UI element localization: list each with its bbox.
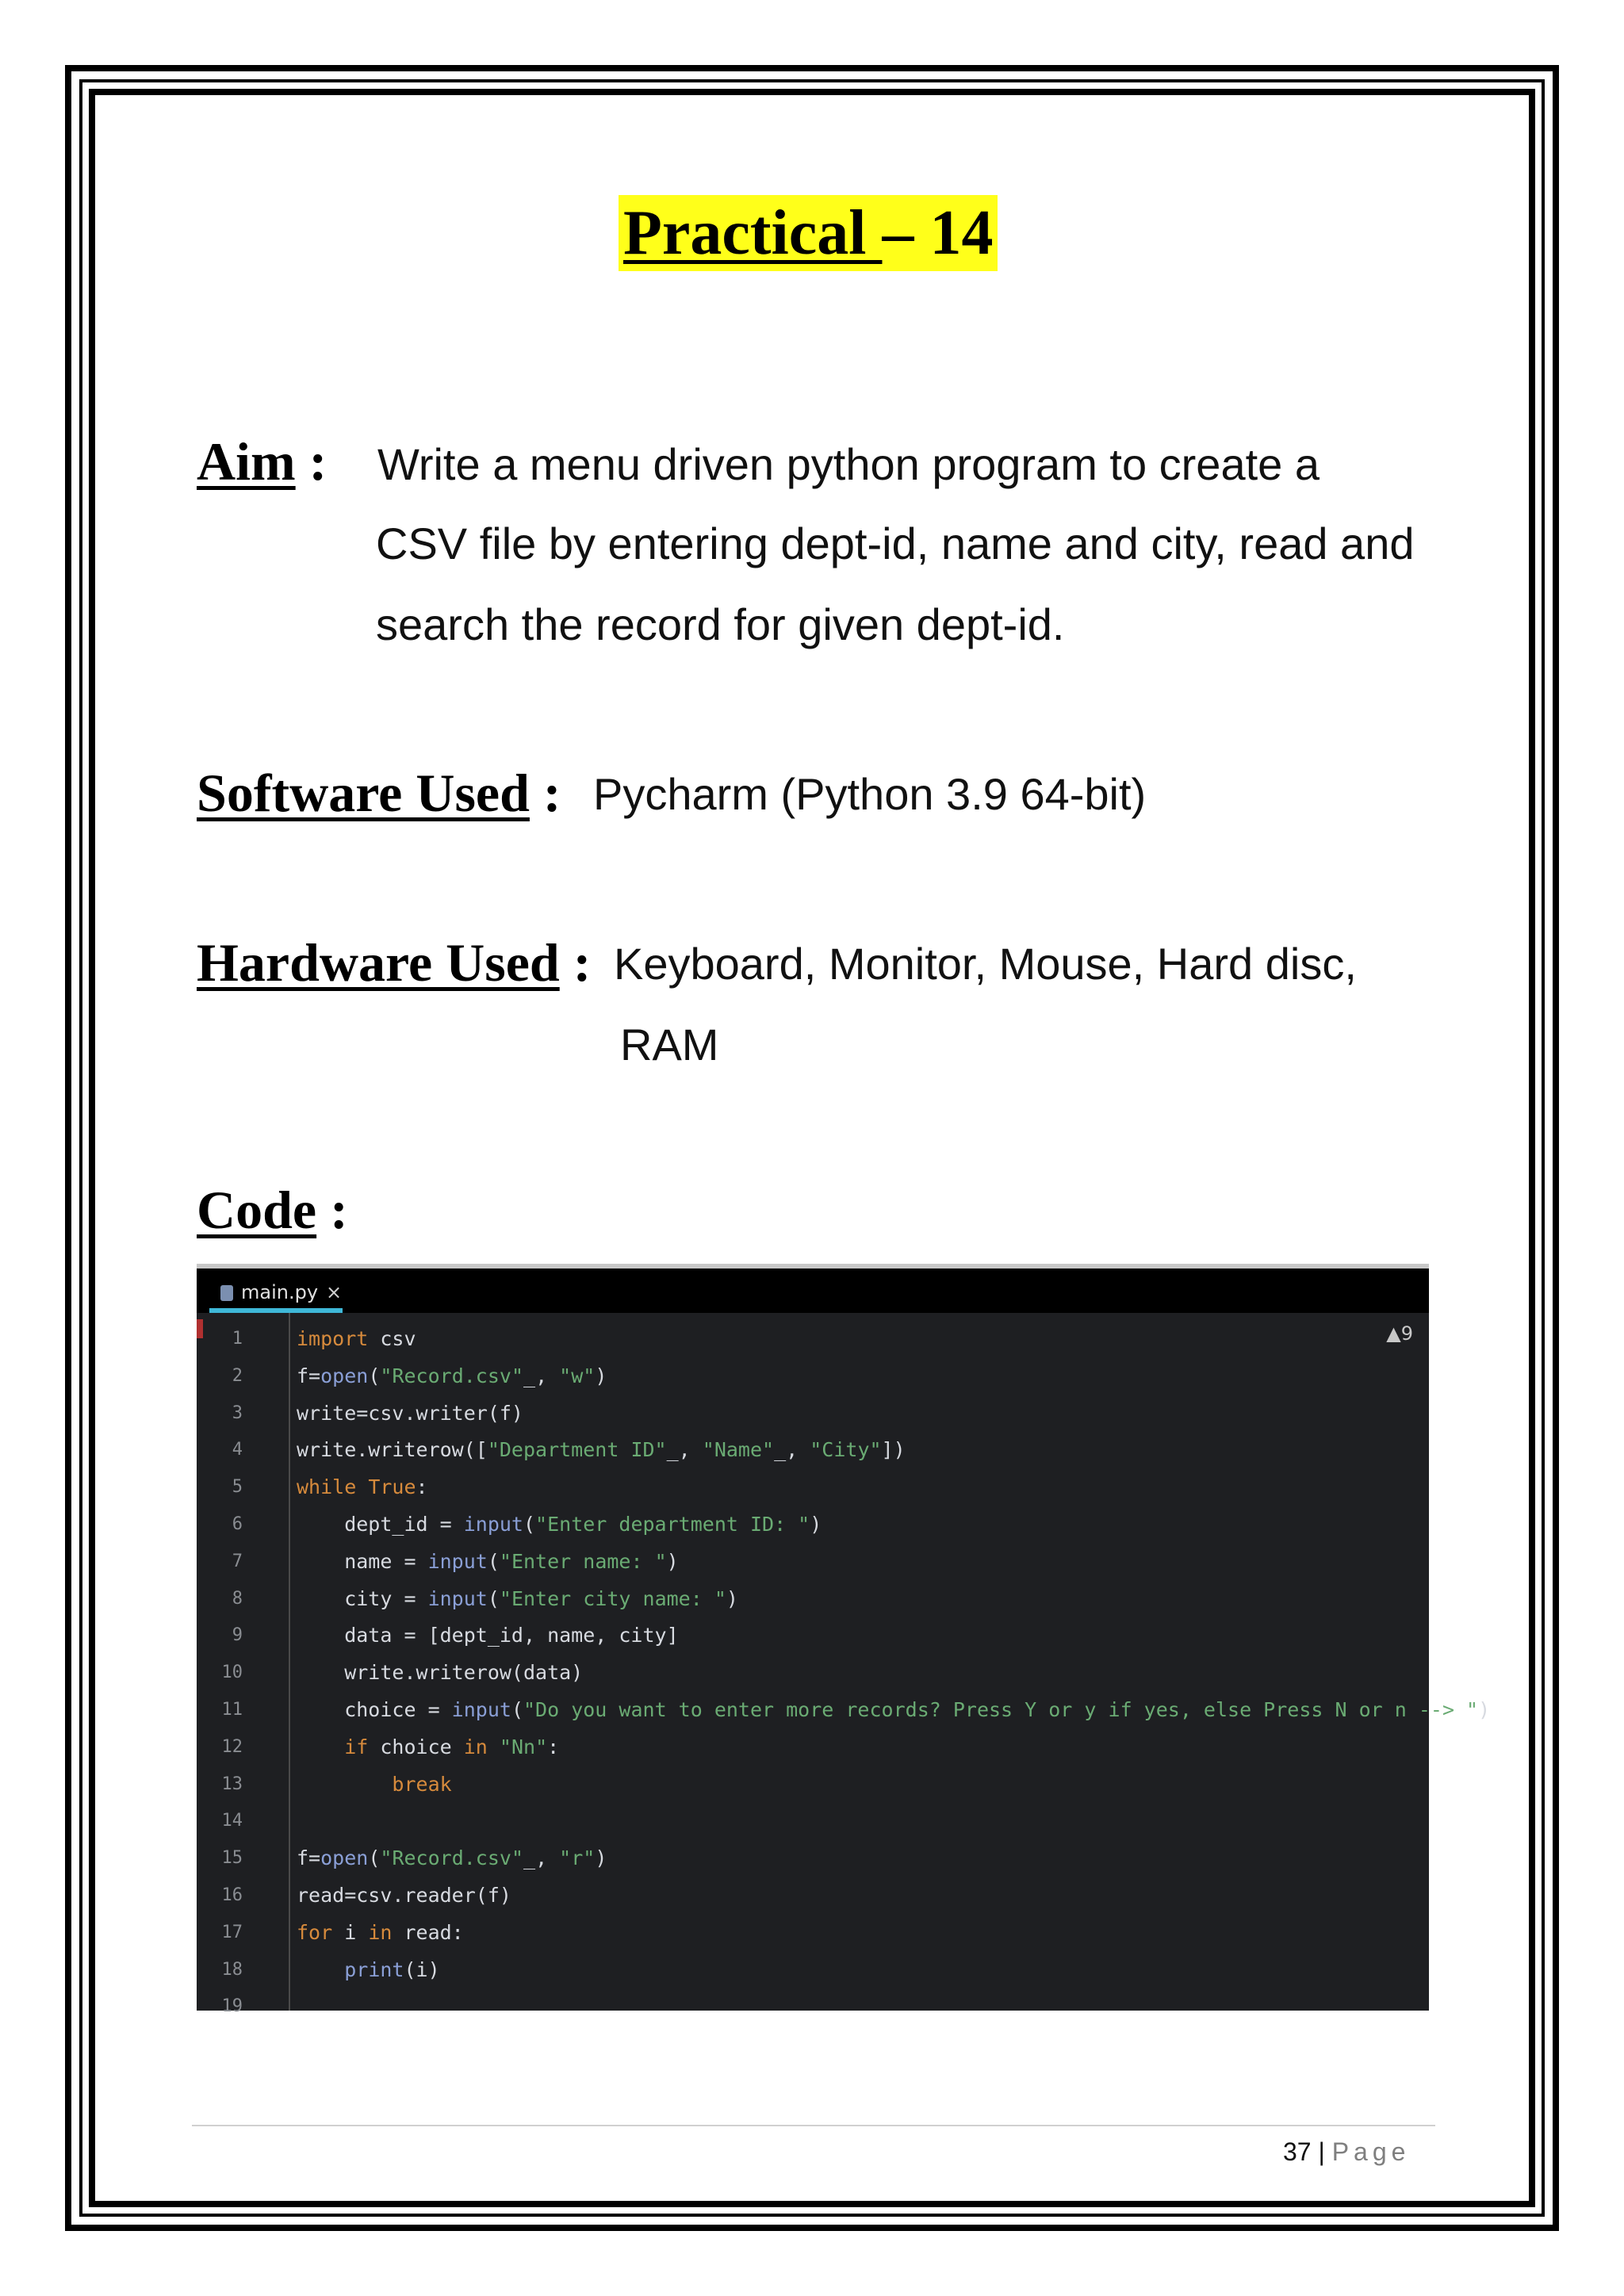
code-text xyxy=(297,1544,679,1581)
code-line xyxy=(197,1544,1429,1581)
aim-heading xyxy=(197,430,327,493)
code-token: ( xyxy=(511,1697,523,1721)
code-token: i xyxy=(332,1920,369,1944)
line-number: 9 xyxy=(232,1625,243,1646)
code-token: "r" xyxy=(559,1846,596,1870)
code-text xyxy=(297,1469,428,1506)
code-token: csv xyxy=(368,1327,416,1350)
line-number: 14 xyxy=(221,1811,243,1831)
code-token: _, xyxy=(666,1438,703,1462)
code-token: "w" xyxy=(559,1364,596,1387)
code-line xyxy=(197,1692,1491,1729)
code-token: ) xyxy=(595,1364,607,1387)
code-token: ( xyxy=(523,1512,536,1536)
line-number: 13 xyxy=(221,1774,243,1794)
code-token: "Enter name: " xyxy=(499,1549,667,1573)
line-number: 6 xyxy=(232,1513,243,1534)
line-number: 17 xyxy=(221,1922,243,1942)
code-token: : xyxy=(547,1735,560,1758)
line-number: 18 xyxy=(221,1959,243,1980)
code-line xyxy=(197,1432,1429,1469)
code-line xyxy=(197,1915,1429,1952)
aim-line-3: search the record for given dept-id. xyxy=(376,599,1065,649)
code-token: f= xyxy=(297,1846,321,1870)
code-line xyxy=(197,1988,1429,2026)
software-text: Pycharm (Python 3.9 64-bit) xyxy=(593,769,1147,819)
tab-filename: main.py xyxy=(241,1281,319,1303)
code-token: if xyxy=(344,1735,369,1758)
code-text xyxy=(297,1432,906,1469)
software-label: Software Used xyxy=(197,763,530,823)
page-title xyxy=(619,195,998,271)
code-token: choice = xyxy=(297,1697,452,1721)
code-token: "Record.csv" xyxy=(380,1364,524,1387)
code-token xyxy=(488,1735,500,1758)
code-line xyxy=(197,1729,1429,1766)
code-colon: : xyxy=(330,1180,348,1240)
python-file-icon xyxy=(220,1285,233,1301)
code-token: read: xyxy=(392,1920,464,1944)
line-number: 10 xyxy=(221,1663,243,1683)
code-text xyxy=(297,1581,738,1618)
code-token: for xyxy=(297,1920,333,1944)
code-token: ( xyxy=(368,1846,381,1870)
code-token xyxy=(297,1773,392,1796)
code-token: write=csv.writer(f) xyxy=(297,1401,523,1425)
code-token: "Department ID" xyxy=(487,1438,667,1462)
code-line xyxy=(197,1581,1429,1618)
code-line xyxy=(197,1803,1429,1840)
code-token: input xyxy=(463,1512,523,1536)
hardware-line-2: RAM xyxy=(620,1020,719,1070)
software-colon: : xyxy=(542,763,561,823)
code-token: ) xyxy=(726,1586,738,1610)
code-token: dept_id = xyxy=(297,1512,464,1536)
code-line xyxy=(197,1952,1429,1989)
code-token: "Enter city name: " xyxy=(499,1586,726,1610)
hardware-heading xyxy=(197,931,591,994)
code-token: write.writerow(data) xyxy=(297,1661,584,1685)
code-token: True xyxy=(368,1475,416,1499)
code-text xyxy=(297,1321,416,1358)
title-underlined: Practical xyxy=(623,198,883,268)
code-token: write.writerow([ xyxy=(297,1438,488,1462)
editor-tab-bar xyxy=(197,1269,1429,1313)
code-label: Code xyxy=(197,1180,317,1240)
code-token: input xyxy=(427,1586,488,1610)
line-number: 16 xyxy=(221,1885,243,1905)
code-line xyxy=(197,1840,1429,1877)
code-line xyxy=(197,1395,1429,1433)
warning-count[interactable]: ▲9 xyxy=(1386,1322,1413,1345)
code-line xyxy=(197,1877,1429,1915)
code-token xyxy=(356,1475,368,1498)
hardware-line-1: Keyboard, Monitor, Mouse, Hard disc, xyxy=(614,939,1357,989)
code-token: input xyxy=(427,1549,488,1573)
code-token xyxy=(297,1735,344,1758)
code-token: choice xyxy=(368,1735,464,1758)
line-number: 19 xyxy=(221,1996,243,2017)
tab-main-py[interactable] xyxy=(220,1276,342,1308)
aim-colon: : xyxy=(308,431,327,492)
code-text xyxy=(297,1395,523,1433)
code-text xyxy=(297,1766,452,1804)
code-token: ( xyxy=(487,1586,500,1610)
line-number: 3 xyxy=(232,1402,243,1423)
code-token: data = [dept_id, name, city] xyxy=(297,1624,679,1647)
code-token: read=csv.reader(f) xyxy=(297,1883,511,1907)
code-token: open xyxy=(320,1846,369,1870)
code-line xyxy=(197,1766,1429,1804)
code-text xyxy=(297,1952,440,1989)
code-token: import xyxy=(297,1327,369,1350)
aim-line-1: Write a menu driven python program to create a xyxy=(377,439,1320,489)
code-text xyxy=(297,1729,559,1766)
code-token: open xyxy=(320,1364,369,1387)
code-token: in xyxy=(463,1735,488,1758)
code-editor-screenshot xyxy=(197,1264,1491,2017)
page-number-separator: | xyxy=(1318,2137,1325,2166)
code-token: "Do you want to enter more records? Press Y or y if yes, else Press N or n --> " xyxy=(523,1697,1479,1721)
code-token: print xyxy=(344,1957,404,1981)
software-heading xyxy=(197,761,561,825)
code-token xyxy=(297,1958,344,1981)
code-heading xyxy=(197,1178,348,1242)
code-line xyxy=(197,1506,1429,1544)
hardware-label: Hardware Used xyxy=(197,932,560,993)
code-token: in xyxy=(368,1920,393,1944)
code-text xyxy=(297,1655,583,1692)
code-text xyxy=(297,1617,679,1655)
code-token: name = xyxy=(297,1549,428,1573)
line-number: 4 xyxy=(232,1440,243,1460)
code-line xyxy=(197,1655,1429,1692)
active-tab-indicator xyxy=(209,1308,343,1313)
line-number: 8 xyxy=(232,1588,243,1609)
code-text xyxy=(297,1692,1490,1729)
footer-rule xyxy=(192,2125,1435,2126)
code-token: while xyxy=(297,1475,357,1499)
code-line xyxy=(197,1469,1429,1506)
close-icon[interactable]: × xyxy=(326,1281,343,1303)
code-line xyxy=(197,1321,1429,1358)
code-token: "City" xyxy=(810,1438,882,1462)
code-token: city = xyxy=(297,1586,428,1610)
code-token: "Record.csv" xyxy=(380,1846,524,1870)
code-token: input xyxy=(451,1697,511,1721)
code-token: ( xyxy=(487,1549,500,1573)
page-label: Page xyxy=(1331,2137,1411,2166)
code-token: : xyxy=(416,1475,428,1499)
line-number: 5 xyxy=(232,1477,243,1498)
title-rest: – 14 xyxy=(882,198,994,268)
line-number: 7 xyxy=(232,1551,243,1571)
code-token: _, xyxy=(774,1438,810,1462)
line-number: 2 xyxy=(232,1365,243,1386)
page-number-value: 37 xyxy=(1283,2137,1312,2166)
code-token: ) xyxy=(666,1549,679,1573)
line-number: 15 xyxy=(221,1848,243,1869)
code-token: "Name" xyxy=(702,1438,775,1462)
code-text xyxy=(297,1915,464,1952)
line-number: 1 xyxy=(232,1329,243,1349)
code-text xyxy=(297,1877,511,1915)
code-token: ( xyxy=(368,1364,381,1387)
code-token: _, xyxy=(523,1364,560,1387)
code-token: ]) xyxy=(881,1438,906,1462)
code-token: (i) xyxy=(404,1957,440,1981)
code-token: f= xyxy=(297,1364,321,1387)
line-number: 12 xyxy=(221,1736,243,1757)
code-token: ) xyxy=(810,1512,822,1536)
code-text xyxy=(297,1358,607,1395)
code-token: ) xyxy=(1478,1697,1491,1721)
aim-line-2: CSV file by entering dept-id, name and city, read and xyxy=(376,519,1415,568)
code-line xyxy=(197,1358,1429,1395)
code-text xyxy=(297,1506,822,1544)
hardware-colon: : xyxy=(573,932,592,993)
code-token: "Enter department ID: " xyxy=(535,1512,810,1536)
code-token: _, xyxy=(523,1846,560,1870)
code-token: break xyxy=(392,1772,452,1796)
code-line xyxy=(197,1617,1429,1655)
code-text xyxy=(297,1840,607,1877)
code-token: "Nn" xyxy=(499,1735,548,1758)
code-token: ) xyxy=(595,1846,607,1870)
aim-label: Aim xyxy=(197,431,296,492)
page-number xyxy=(1283,2131,1410,2172)
line-number: 11 xyxy=(221,1699,243,1720)
code-lines xyxy=(197,1321,1491,2026)
